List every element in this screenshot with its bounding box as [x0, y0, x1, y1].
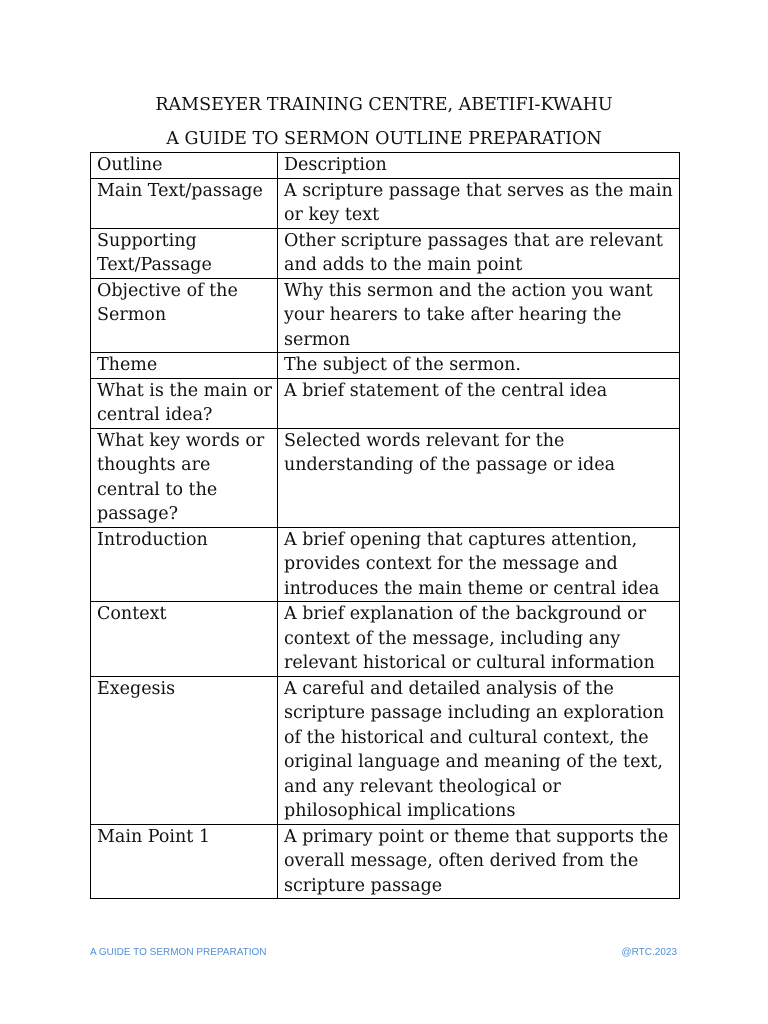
table-header-row — [91, 153, 680, 179]
footer-copyright: @RTC.2023 — [621, 947, 677, 958]
description-cell: A primary point or theme that supports the overall message, often derived from the scripture passage — [278, 824, 680, 899]
description-cell: The subject of the sermon. — [278, 353, 680, 379]
table-row — [91, 428, 680, 527]
table-row — [91, 278, 680, 353]
table-row — [91, 378, 680, 428]
outline-cell: What is the main or central idea? — [91, 378, 278, 428]
description-cell: Selected words relevant for the understanding of the passage or idea — [278, 428, 680, 527]
description-cell: Why this sermon and the action you want your hearers to take after hearing the sermon — [278, 278, 680, 353]
column-header-outline: Outline — [91, 153, 278, 179]
column-header-description: Description — [278, 153, 680, 179]
outline-cell: Supporting Text/Passage — [91, 228, 278, 278]
description-cell: A brief opening that captures attention, provides context for the message and introduces the main theme or central idea — [278, 527, 680, 602]
table-row — [91, 676, 680, 824]
outline-cell: What key words or thoughts are central to the passage? — [91, 428, 278, 527]
table-row — [91, 353, 680, 379]
table-row — [91, 178, 680, 228]
description-cell: A brief statement of the central idea — [278, 378, 680, 428]
outline-cell: Main Point 1 — [91, 824, 278, 899]
description-cell: A brief explanation of the background or context of the message, including any relevant historical or cultural information — [278, 602, 680, 677]
outline-cell: Objective of the Sermon — [91, 278, 278, 353]
outline-cell: Context — [91, 602, 278, 677]
document-title: A GUIDE TO SERMON OUTLINE PREPARATION — [166, 129, 602, 149]
description-cell: A careful and detailed analysis of the scripture passage including an exploration of the historical and cultural context, the original language and meaning of the text, and any relevant theological or philosophical implications — [278, 676, 680, 824]
table-row — [91, 602, 680, 677]
table-row — [91, 824, 680, 899]
outline-cell: Theme — [91, 353, 278, 379]
organization-title: RAMSEYER TRAINING CENTRE, ABETIFI-KWAHU — [155, 95, 613, 115]
description-cell: Other scripture passages that are relevant and adds to the main point — [278, 228, 680, 278]
outline-cell: Main Text/passage — [91, 178, 278, 228]
table-row — [91, 527, 680, 602]
table-row — [91, 228, 680, 278]
outline-cell: Exegesis — [91, 676, 278, 824]
sermon-outline-table — [90, 152, 680, 899]
description-cell: A scripture passage that serves as the main or key text — [278, 178, 680, 228]
footer-document-title: A GUIDE TO SERMON PREPARATION — [90, 947, 267, 958]
outline-cell: Introduction — [91, 527, 278, 602]
